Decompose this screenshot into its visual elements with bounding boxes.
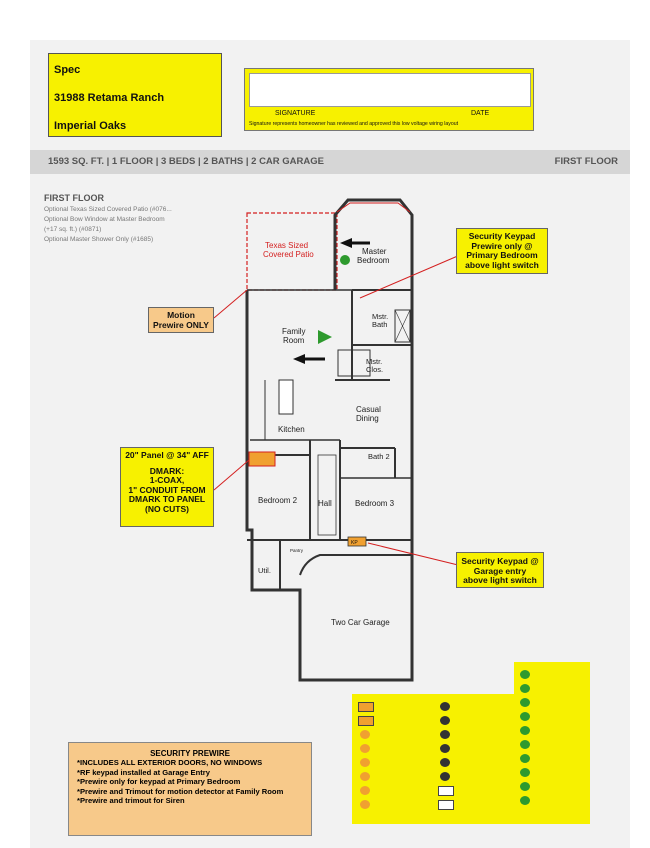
legend-symbol xyxy=(520,782,530,791)
arrow-icon xyxy=(340,238,352,248)
motion-sensor-icon xyxy=(318,330,332,344)
callout-line: above light switch xyxy=(463,575,537,585)
date-label: DATE xyxy=(471,110,490,117)
legend-symbol xyxy=(360,772,370,781)
spec-community: Imperial Oaks xyxy=(54,120,127,132)
callout-line: Security Keypad xyxy=(468,231,536,241)
room-label-family: Room xyxy=(283,336,305,345)
room-label-kitchen: Kitchen xyxy=(278,425,305,434)
room-label-dining: Casual xyxy=(356,405,381,414)
callout-line: 20" Panel @ 34" AFF xyxy=(125,450,209,460)
legend-symbol xyxy=(520,670,530,679)
legend-symbol xyxy=(358,716,374,726)
option-item: Optional Texas Sized Covered Patio (#076... xyxy=(44,206,172,213)
signature-note: Signature represents homeowner has reviewed and approved this low voltage wiring layout xyxy=(249,121,459,127)
legend-symbol xyxy=(438,800,454,810)
symbol-legend-secondary xyxy=(514,662,590,824)
callout-line: 1-COAX, xyxy=(149,475,185,485)
spec-title: Spec xyxy=(54,64,81,76)
callout-line: Primary Bedroom xyxy=(466,250,538,260)
callout-keypad-garage xyxy=(456,552,544,588)
callout-line: DMARK: xyxy=(149,465,185,476)
symbol-legend xyxy=(352,694,538,824)
room-label-dining: Dining xyxy=(356,414,379,423)
option-item: Optional Master Shower Only (#1685) xyxy=(44,236,154,243)
legend-symbol xyxy=(520,740,530,749)
signature-label: SIGNATURE xyxy=(275,110,316,117)
leader-line xyxy=(214,290,247,318)
legend-symbol xyxy=(440,730,450,739)
legend-symbol xyxy=(520,754,530,763)
options-heading: FIRST FLOOR xyxy=(44,193,104,203)
room-label-bedroom2: Bedroom 2 xyxy=(258,496,298,505)
legend-symbol xyxy=(520,768,530,777)
legend-symbol xyxy=(360,730,370,739)
legend-symbol xyxy=(520,726,530,735)
security-prewire-box xyxy=(68,742,312,836)
legend-symbol xyxy=(440,702,450,711)
spec-address: 31988 Retama Ranch xyxy=(54,92,165,104)
callout-line: Prewire ONLY xyxy=(153,319,209,330)
legend-symbol xyxy=(520,698,530,707)
room-label-bath2: Bath 2 xyxy=(368,452,390,461)
legend-symbol xyxy=(360,786,370,795)
legend-symbol xyxy=(520,684,530,693)
legend-symbol xyxy=(360,744,370,753)
option-item: Optional Bow Window at Master Bedroom xyxy=(44,216,165,223)
room-label-patio: Texas Sized xyxy=(265,241,309,250)
floor-label: FIRST FLOOR xyxy=(554,156,618,167)
room-label-family: Family xyxy=(282,327,306,336)
legend-symbol xyxy=(440,772,450,781)
callout-keypad-primary xyxy=(456,228,548,274)
room-label-pantry: Pantry xyxy=(290,548,304,553)
legend-symbol xyxy=(438,786,454,796)
electrical-panel xyxy=(249,452,275,466)
leader-line xyxy=(214,460,249,490)
legend-symbol xyxy=(440,758,450,767)
prewire-line: *Prewire and trimout for Siren xyxy=(77,796,185,806)
prewire-line: *RF keypad installed at Garage Entry xyxy=(77,767,210,777)
keypad-sensor-icon xyxy=(340,255,350,265)
legend-symbol xyxy=(520,796,530,805)
legend-symbol xyxy=(358,702,374,712)
kitchen-island xyxy=(279,380,293,414)
room-label-master: Master xyxy=(362,247,387,256)
callout-line: Motion xyxy=(167,310,195,320)
option-item: (+17 sq. ft.) (#0871) xyxy=(44,226,102,233)
callout-line: (NO CUTS) xyxy=(145,503,189,514)
room-label-master-closet: Clos. xyxy=(366,365,384,374)
room-label-bedroom3: Bedroom 3 xyxy=(355,499,395,508)
callout-line: Security Keypad @ xyxy=(461,556,539,566)
home-summary: 1593 SQ. FT. | 1 FLOOR | 3 BEDS | 2 BATHS | 2 CAR GARAGE xyxy=(48,156,324,167)
garage-keypad-marker-label: KP xyxy=(351,540,358,546)
room-label-utility: Util. xyxy=(258,566,271,575)
prewire-line: *Prewire and Trimout for motion detector at Family Room xyxy=(77,786,284,796)
room-label-master-closet: Mstr. xyxy=(366,357,383,366)
room-label-master-bath: Mstr. xyxy=(372,312,389,321)
room-label-patio: Covered Patio xyxy=(263,250,314,259)
callout-line: DMARK TO PANEL xyxy=(128,494,206,504)
prewire-line: *INCLUDES ALL EXTERIOR DOORS, NO WINDOWS xyxy=(77,758,263,767)
bow-window xyxy=(337,203,410,212)
legend-symbol xyxy=(520,712,530,721)
legend-symbol xyxy=(360,800,370,809)
prewire-line: *Prewire only for keypad at Primary Bedroom xyxy=(77,777,241,787)
legend-symbol xyxy=(440,744,450,753)
callout-line: 1" CONDUIT FROM xyxy=(128,484,206,495)
prewire-title: SECURITY PREWIRE xyxy=(150,749,230,758)
legend-symbol xyxy=(440,716,450,725)
garage-wall xyxy=(300,555,412,575)
arrow-icon xyxy=(293,354,305,364)
callout-motion xyxy=(148,307,214,333)
callout-line: Garage entry xyxy=(473,565,527,576)
callout-line: above light switch xyxy=(465,259,539,270)
legend-symbol xyxy=(360,758,370,767)
hall-closet xyxy=(318,455,336,535)
room-label-master-bath: Bath xyxy=(372,320,388,329)
callout-panel xyxy=(120,447,214,527)
room-label-hall: Hall xyxy=(318,499,332,508)
room-label-master: Bedroom xyxy=(357,256,390,265)
callout-line: Prewire only @ xyxy=(471,240,533,251)
room-label-garage: Two Car Garage xyxy=(331,618,390,627)
